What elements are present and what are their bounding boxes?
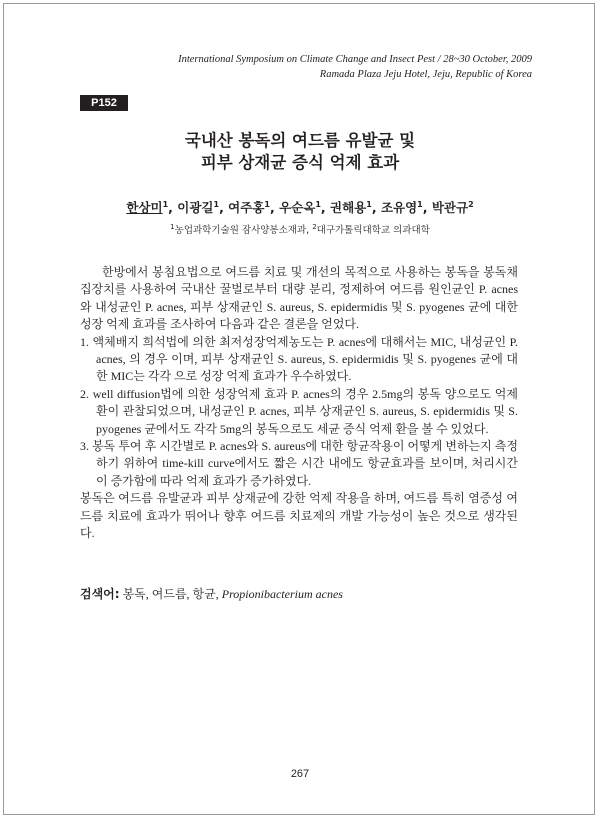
affil-text: 농업과학기술원 잠사양봉소재과,	[174, 225, 313, 236]
affiliations	[0, 222, 600, 236]
author-name: 이광길	[177, 200, 214, 215]
author-sup: 1	[315, 199, 321, 209]
keywords	[80, 585, 343, 602]
keywords-label: 검색어:	[80, 587, 120, 601]
author-name: 박관규	[431, 200, 469, 215]
author-list: 한상미$^1$, 이광길$^1$, 여주홍$^1$, 우순옥$^1$, 권해용$^1$, 조유영$^1$, 박관규$^2$	[126, 199, 474, 215]
abstract-intro: 한방에서 봉침요법으로 여드름 치료 및 개선의 목적으로 사용하는 봉독을 봉독채집장치를 사용하여 국내산 꿀벌로부터 대량 분리, 정제하여 여드름 원인균인 P. acnes와 내성균인 P. acnes, 피부 상재균인 S. aureus, S. epidermidis 및 S. pyogenes 균에 대한 성장 억제 효과를 조사하여 다음과 같은 결론을 얻었다.	[80, 265, 518, 332]
result-item-1: 1. 액체배지 희석법에 의한 최저성장억제농도는 P. acnes에 대해서는 MIC, 내성균인 P. acnes, 의 경우 이며, 피부 상재균인 S. aureus, S. epidermidis 및 S. pyogenes 균에 대한 MIC는 각각 으로 성장 억제 효과가 우수하였다.	[80, 334, 518, 384]
author-name: 조유영	[380, 200, 418, 215]
author-name: 한상미	[126, 200, 163, 215]
abstract-body	[80, 264, 518, 543]
author-sup: 1	[417, 199, 423, 209]
author-sup: 1	[366, 199, 372, 209]
affil-sup: 2	[312, 222, 317, 231]
result-item-2: 2. well diffusion법에 의한 성장억제 효과 P. acnes의 경우 2.5mg의 봉독 양으로도 억제환이 관찰되었으며, 내성균인 P. acnes, 피부 상재균인 S. aureus, S. epidermidis 및 S. pyogenes 균에서도 각각 5mg의 봉독으로도 세균 증식 억제 환을 볼 수 있었다.	[80, 386, 518, 436]
title-line-1: 국내산 봉독의 여드름 유발균 및	[184, 131, 416, 150]
author-sup: 2	[468, 199, 474, 209]
author-name: 권해용	[330, 200, 367, 215]
header-line-1: International Symposium on Climate Change and Insect Pest / 28~30 October, 2009	[178, 54, 532, 65]
keywords-italic: Propionibacterium acnes	[221, 587, 343, 601]
page-number: 267	[290, 768, 310, 780]
title-line-2: 피부 상재균 증식 억제 효과	[200, 153, 400, 172]
abstract-conclusion: 봉독은 여드름 유발균과 피부 상재균에 강한 억제 작용을 하며, 여드름 특히 염증성 여드름 치료에 효과가 뛰어나 향후 여드름 치료제의 개발 가능성이 높은 것으로 생각된다.	[80, 491, 518, 541]
author-sup: 1	[213, 199, 220, 209]
author-sup: 1	[162, 199, 169, 209]
poster-code-badge: P152	[80, 95, 128, 111]
running-header	[178, 52, 532, 82]
keywords-plain: 봉독, 여드름, 항균,	[122, 587, 222, 601]
author-name: 여주홍	[228, 200, 265, 215]
affil-text: 대구가톨릭대학교 의과대학	[316, 225, 430, 236]
author-name: 우순옥	[279, 200, 316, 215]
header-line-2: Ramada Plaza Jeju Hotel, Jeju, Republic of Korea	[319, 69, 532, 80]
affil-sup: 1	[170, 222, 175, 231]
result-item-3: 3. 봉독 투여 후 시간별로 P. acnes와 S. aureus에 대한 항균작용이 어떻게 변하는지 측정하기 위하여 time-kill curve에서도 짧은 시간 내에도 항균효과를 보이며, 처리시간이 증가함에 따라 억제 효과가 증가하였다.	[80, 439, 518, 488]
author-sup: 1	[264, 199, 270, 209]
paper-title	[0, 130, 600, 174]
